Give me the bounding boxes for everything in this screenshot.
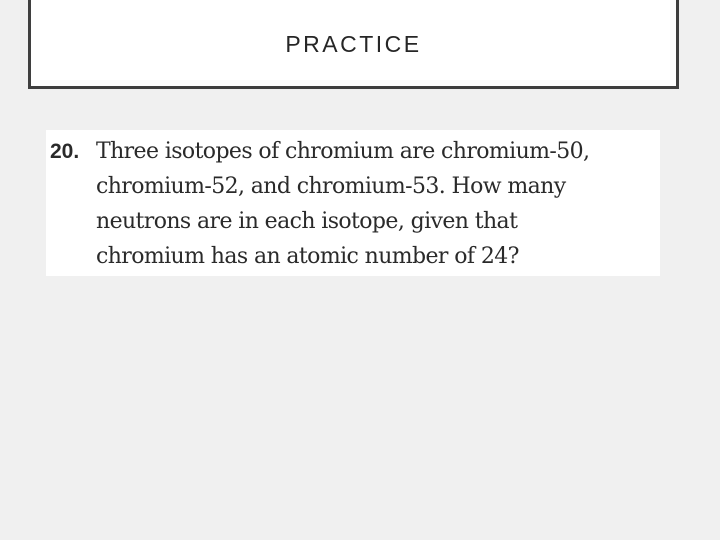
- question-line: chromium-52, and chromium-53. How many: [96, 174, 566, 199]
- question-line: chromium has an atomic number of 24?: [96, 244, 519, 269]
- slide-title-box: [28, 0, 679, 89]
- slide-title: PRACTICE: [285, 31, 422, 57]
- question-line: neutrons are in each isotope, given that: [96, 209, 518, 234]
- question-text: [96, 134, 656, 274]
- question-panel: [46, 130, 660, 276]
- question-number: 20.: [50, 140, 80, 163]
- question-line: Three isotopes of chromium are chromium-50,: [96, 139, 590, 164]
